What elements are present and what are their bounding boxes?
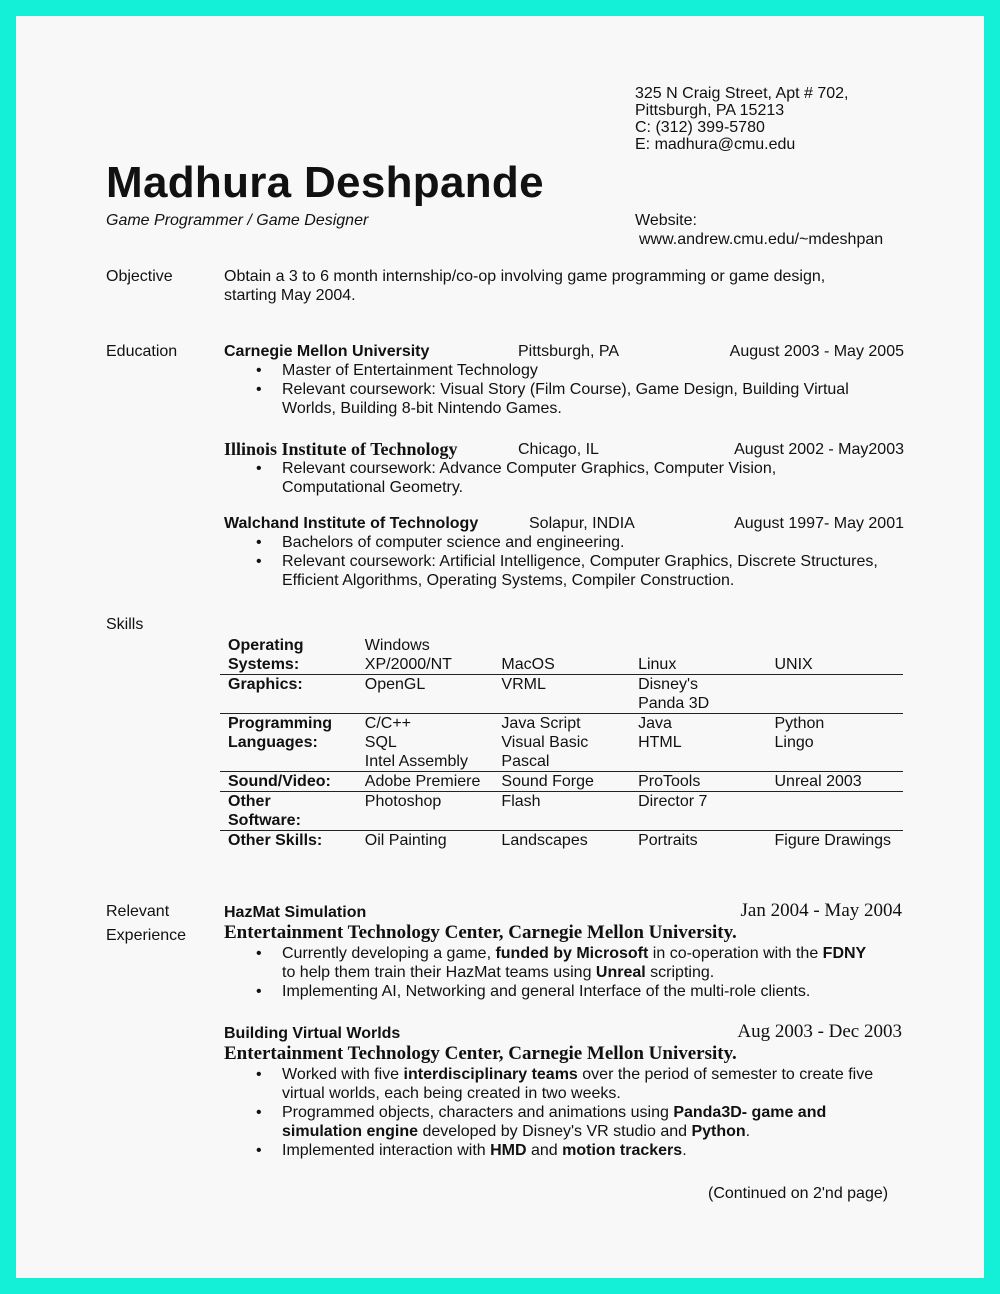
skill-value: Visual Basic — [501, 734, 589, 751]
bullet-line — [282, 1084, 902, 1103]
skill-category-line: Programming — [228, 715, 333, 732]
school-dates: August 2002 - May2003 — [734, 441, 904, 458]
text: Programmed objects, characters and animations using — [282, 1104, 674, 1121]
skill-value: Linux — [638, 656, 677, 673]
skill-cell — [630, 772, 766, 792]
bullet-line — [282, 1141, 902, 1160]
skill-value — [775, 792, 904, 811]
skill-value: C/C++ — [364, 715, 412, 732]
bullet-line: Efficient Algorithms, Operating Systems, Compiler Construction. — [282, 572, 735, 589]
skill-cell — [357, 636, 494, 675]
skill-value — [775, 675, 904, 694]
skill-value: Panda 3D — [638, 695, 710, 712]
text: scripting. — [645, 964, 715, 981]
job-organization: Entertainment Technology Center, Carnegie Mellon University. — [224, 922, 737, 943]
skill-cell — [493, 831, 630, 851]
bold-text: FDNY — [822, 945, 867, 962]
phone: C: (312) 399-5780 — [635, 119, 765, 136]
school-header — [224, 342, 904, 361]
job-dates: Aug 2003 - Dec 2003 — [737, 1021, 902, 1042]
contact-address — [635, 84, 848, 154]
skill-value: ProTools — [638, 773, 701, 790]
skill-category-line: Sound/Video: — [228, 773, 331, 790]
skill-value: Director 7 — [638, 793, 708, 810]
job-title: Building Virtual Worlds — [224, 1025, 401, 1042]
skill-category — [220, 792, 357, 831]
skill-value — [638, 636, 766, 655]
skill-category-line: Other Skills: — [228, 832, 323, 849]
text: . — [745, 1123, 751, 1140]
school-dates: August 2003 - May 2005 — [729, 343, 904, 360]
skill-value: Windows — [364, 637, 430, 654]
skill-cell — [767, 792, 904, 831]
skill-category — [220, 714, 357, 772]
bullet-item — [224, 380, 902, 418]
school-entry — [224, 514, 904, 590]
text: Worked with five — [282, 1066, 404, 1083]
bullet-line — [282, 1122, 902, 1141]
bold-text: Unreal — [595, 964, 646, 981]
skill-cell — [357, 714, 494, 772]
website-label: Website: — [635, 212, 697, 229]
skill-value: Java Script — [501, 715, 581, 732]
objective-line: Obtain a 3 to 6 month internship/co-op involving game programming or game design, — [224, 268, 826, 285]
bold-text: simulation engine — [282, 1123, 419, 1140]
skill-cell — [357, 675, 494, 714]
skill-cell — [767, 675, 904, 714]
skill-category-line: Systems: — [228, 656, 300, 673]
bullet-item — [224, 944, 902, 982]
skill-value: HTML — [638, 734, 682, 751]
website-link[interactable]: www.andrew.cmu.edu/~mdeshpan — [639, 231, 884, 248]
bullet-item — [224, 1141, 902, 1160]
address-line: Pittsburgh, PA 15213 — [635, 102, 785, 119]
school-name: Illinois Institute of Technology — [224, 439, 458, 459]
bullet-item — [224, 1065, 902, 1103]
bold-text: funded by Microsoft — [495, 945, 649, 962]
skill-value: UNIX — [774, 656, 813, 673]
skill-category-line: Other — [228, 793, 271, 810]
candidate-name: Madhura Deshpande — [106, 158, 544, 207]
skill-value: VRML — [501, 676, 546, 693]
skills-row — [220, 636, 903, 675]
job-entry — [224, 1021, 902, 1160]
bullet-line — [282, 963, 902, 982]
text: over the period of semester to create five — [577, 1066, 874, 1083]
text: and — [526, 1142, 563, 1159]
bullet-line — [282, 1103, 902, 1122]
skill-cell — [767, 714, 904, 772]
skills-row — [220, 772, 903, 792]
email: E: madhura@cmu.edu — [635, 136, 796, 153]
bullet-line — [282, 944, 902, 963]
subtitle: Game Programmer / Game Designer — [106, 212, 369, 229]
skill-cell — [493, 792, 630, 831]
skill-value: Python — [774, 715, 825, 732]
bold-text: Python — [691, 1123, 746, 1140]
experience-label-line: Experience — [106, 927, 187, 944]
skill-cell — [493, 772, 630, 792]
skill-value: SQL — [364, 734, 397, 751]
bold-text: Panda3D- game and — [673, 1104, 827, 1121]
experience-list — [224, 900, 902, 1160]
school-location: Solapur, INDIA — [529, 515, 635, 532]
bullet-line: Computational Geometry. — [282, 479, 464, 496]
skill-cell — [493, 714, 630, 772]
text: . — [682, 1142, 687, 1159]
bullet-line — [282, 982, 902, 1001]
skill-cell — [630, 714, 766, 772]
continued-note: (Continued on 2'nd page) — [708, 1185, 889, 1202]
skill-cell — [357, 772, 494, 792]
skill-value: Figure Drawings — [774, 832, 891, 849]
skill-value — [775, 636, 904, 655]
skill-cell — [630, 636, 766, 675]
skill-value: Disney's — [638, 676, 699, 693]
text: Implemented interaction with — [282, 1142, 491, 1159]
job-title: HazMat Simulation — [224, 904, 367, 921]
school-header — [224, 440, 904, 459]
job-organization: Entertainment Technology Center, Carnegie Mellon University. — [224, 1043, 737, 1064]
skill-cell — [767, 772, 904, 792]
bullet-line: • Relevant coursework: Advance Computer Graphics, Computer Vision, — [282, 460, 777, 477]
bullet-line — [282, 1065, 902, 1084]
school-header — [224, 514, 904, 533]
skill-cell — [630, 792, 766, 831]
school-name: Walchand Institute of Technology — [224, 515, 479, 532]
skill-value: Landscapes — [501, 832, 588, 849]
experience-label — [106, 902, 186, 945]
skill-value: Lingo — [774, 734, 814, 751]
skills-row — [220, 831, 903, 851]
skill-value: Java — [638, 715, 672, 732]
bullet-item — [224, 459, 902, 497]
skills-label: Skills — [106, 616, 144, 633]
school-dates: August 1997- May 2001 — [734, 515, 904, 532]
education-label: Education — [106, 343, 178, 360]
school-name: Carnegie Mellon University — [224, 343, 430, 360]
text: virtual worlds, each being created in two weeks. — [282, 1085, 621, 1102]
school-location: Pittsburgh, PA — [518, 343, 620, 360]
skill-cell — [630, 675, 766, 714]
skill-cell — [767, 831, 904, 851]
skill-value: Intel Assembly — [364, 753, 468, 770]
text: in co-operation with the — [648, 945, 823, 962]
text: to help them train their HazMat teams using — [282, 964, 596, 981]
bold-text: motion trackers — [562, 1142, 683, 1159]
skills-row — [220, 675, 903, 714]
skill-cell — [767, 636, 904, 675]
skill-category — [220, 636, 357, 675]
text: developed by Disney's VR studio and — [418, 1123, 692, 1140]
skill-category-line: Operating — [228, 637, 304, 654]
bullet-line: Worlds, Building 8-bit Nintendo Games. — [282, 400, 562, 417]
bullet-item — [224, 361, 902, 380]
text: Currently developing a game, — [282, 945, 496, 962]
bullet-line: • Bachelors of computer science and engineering. — [282, 534, 625, 551]
skill-value: OpenGL — [364, 676, 426, 693]
skill-value: Photoshop — [364, 793, 442, 810]
skill-category — [220, 675, 357, 714]
job-header — [224, 1021, 902, 1043]
skill-value: Oil Painting — [364, 832, 447, 849]
bullet-item — [224, 552, 902, 590]
skill-value: Sound Forge — [501, 773, 594, 790]
bullet-item — [224, 1103, 902, 1141]
skill-cell — [630, 831, 766, 851]
skills-row — [220, 714, 903, 772]
school-entry — [224, 440, 904, 497]
objective-text — [224, 267, 825, 305]
skill-category-line: Software: — [228, 812, 301, 829]
objective-line: starting May 2004. — [224, 287, 356, 304]
skill-value: Adobe Premiere — [364, 773, 481, 790]
skill-value: XP/2000/NT — [364, 656, 452, 673]
bold-text: HMD — [490, 1142, 527, 1159]
skill-value: MacOS — [501, 656, 555, 673]
skill-category — [220, 772, 357, 792]
bullet-line: • Relevant coursework: Visual Story (Film Course), Game Design, Building Virtual — [282, 381, 849, 398]
job-header — [224, 900, 902, 922]
skill-category-line: Graphics: — [228, 676, 303, 693]
bullet-line: • Relevant coursework: Artificial Intelligence, Computer Graphics, Discrete Structures, — [282, 553, 878, 570]
skill-category — [220, 831, 357, 851]
bullet-item — [224, 982, 902, 1001]
text: Implementing AI, Networking and general Interface of the multi-role clients. — [282, 983, 811, 1000]
skill-cell — [357, 831, 494, 851]
job-dates: Jan 2004 - May 2004 — [740, 900, 902, 921]
skill-value: Unreal 2003 — [774, 773, 862, 790]
job-entry — [224, 900, 902, 1001]
skill-value: Flash — [501, 793, 541, 810]
experience-label-line: Relevant — [106, 903, 170, 920]
skill-value — [501, 636, 630, 655]
skill-category-line: Languages: — [228, 734, 318, 751]
skills-table — [220, 636, 903, 850]
skill-value: Portraits — [638, 832, 698, 849]
skill-cell — [357, 792, 494, 831]
education-list — [224, 342, 904, 590]
bullet-line: • Master of Entertainment Technology — [282, 362, 538, 379]
skill-cell — [493, 675, 630, 714]
resume-page — [16, 16, 984, 1278]
skill-cell — [493, 636, 630, 675]
bold-text: interdisciplinary teams — [403, 1066, 578, 1083]
school-location: Chicago, IL — [518, 441, 599, 458]
address-line: 325 N Craig Street, Apt # 702, — [635, 85, 849, 102]
skill-value: Pascal — [501, 753, 550, 770]
bullet-item — [224, 533, 902, 552]
school-entry — [224, 342, 904, 418]
objective-label: Objective — [106, 268, 173, 285]
skills-row — [220, 792, 903, 831]
